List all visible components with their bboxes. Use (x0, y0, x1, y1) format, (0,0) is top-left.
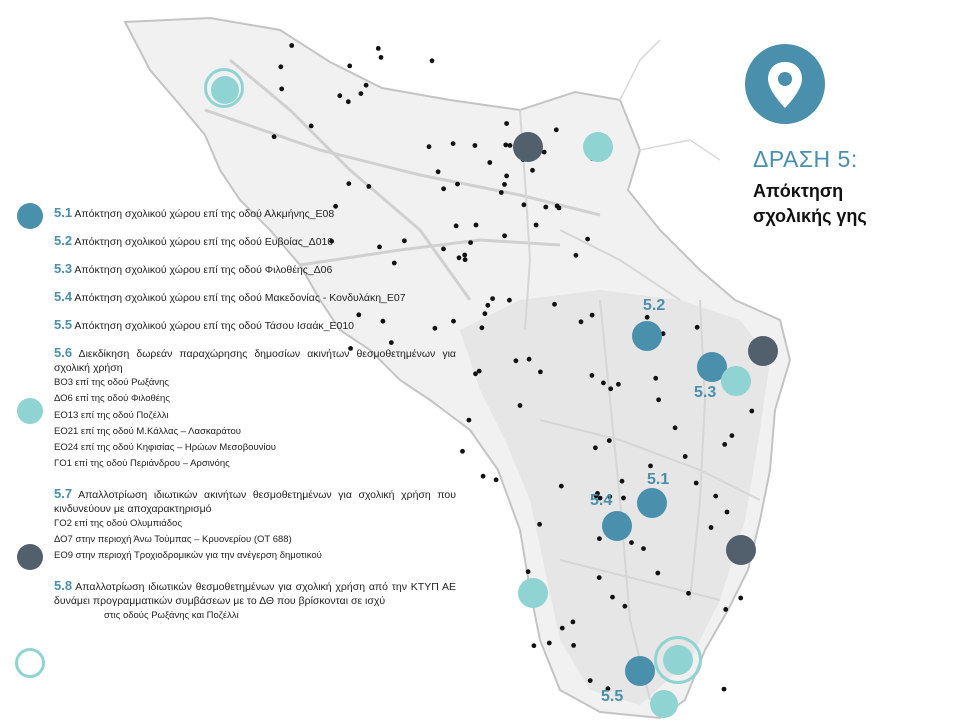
school-dot (502, 182, 507, 187)
map-pin-icon (745, 44, 825, 124)
school-dot (555, 204, 560, 209)
legend-entry-5-4: 5.4 Απόκτηση σχολικού χώρου επί της οδού Μακεδονίας - Κονδυλάκη_Ε07 (54, 289, 406, 304)
school-dot (656, 397, 661, 402)
title-block (753, 146, 953, 229)
school-dot (695, 325, 700, 330)
list-item: ΕΟ21 επί της οδού Μ.Κάλλας – Λασκαράτου (54, 425, 241, 437)
school-dot (379, 55, 384, 60)
list-item: ΓΟ1 επί της οδού Περιάνδρου – Αρσινόης (54, 458, 230, 470)
school-dot (538, 370, 543, 375)
marker-teal-south (663, 645, 693, 675)
school-dot (585, 237, 590, 242)
school-dot (683, 454, 688, 459)
school-dot (749, 409, 754, 414)
list-item: ΒΟ3 επί της οδού Ρωξάνης (54, 377, 169, 388)
marker-5-4 (602, 511, 632, 541)
legend-5-6-items (54, 375, 456, 473)
school-dot (463, 257, 468, 262)
legend-entry-5-1: 5.1 Απόκτηση σχολικού χώρου επί της οδού Αλκμήνης_Ε08 (54, 205, 335, 220)
school-dot (490, 296, 495, 301)
school-dot (607, 438, 612, 443)
school-dot (730, 433, 735, 438)
school-dot (468, 240, 473, 245)
marker-slate-southeast (726, 535, 756, 565)
school-dot (364, 83, 369, 88)
legend-entry-5-2: 5.2 Απόκτηση σχολικού χώρου επί της οδού Ευβοίας_Δ010 (54, 233, 334, 248)
school-dot (532, 643, 537, 648)
school-dot (608, 386, 613, 391)
legend-entry-5-8: 5.8 Απαλλοτρίωση ιδιωτικών θεσμοθετημένων για σχολική χρήση από την ΚΤΥΠ ΑΕ δυνάμει προγραμματικών συμβάσεων με το ΔΘ που βρίσκονται σε ισχύ στις οδούς Ρωξάνης και Ποζέλλι (54, 579, 456, 624)
school-dot (623, 604, 628, 609)
map-label-5-4: 5.4 (590, 492, 613, 509)
school-dot (574, 253, 579, 258)
school-dot (534, 223, 539, 228)
school-dot (514, 358, 519, 363)
marker-5-1 (637, 488, 667, 518)
school-dot (507, 298, 512, 303)
school-dot (502, 233, 507, 238)
map-label-5-1: 5.1 (647, 471, 670, 488)
school-dot (347, 64, 352, 69)
school-dot (376, 46, 381, 51)
school-dot (451, 141, 456, 146)
school-dot (560, 626, 565, 631)
legend (54, 206, 456, 637)
school-dot (522, 202, 527, 207)
school-dot (723, 607, 728, 612)
school-dot (590, 313, 595, 318)
school-dot (543, 205, 548, 210)
school-dot (278, 64, 283, 69)
marker-teal-5-3 (721, 366, 751, 396)
map-label-5-5: 5.5 (601, 688, 624, 705)
school-dot (686, 591, 691, 596)
school-dot (547, 641, 552, 646)
school-dot (527, 357, 532, 362)
school-dot (503, 143, 508, 148)
school-dot (462, 253, 467, 258)
list-item: ΕΟ9 στην περιοχή Τροχιοδρομικών για την ανέγερση δημοτικού (54, 550, 322, 562)
school-dot (597, 536, 602, 541)
legend-entry-5-7: 5.7 Απαλλοτρίωση ιδιωτικών ακινήτων θεσμοθετημένων για σχολική χρήση που κινδυνεύουν με αποχαρακτηρισμό ΓΟ2 επί της οδού Ολυμπιάδος ΔΟ7 στην περιοχή Άνω Τούμπας – Κρυονερίου (ΟΤ 688) ΕΟ9 στην περιοχή Τροχιοδρομικών για την ανέγερση δημοτικού (54, 487, 456, 565)
school-dot (629, 540, 634, 545)
school-dot (616, 382, 621, 387)
legend-entry-5-6: 5.6 Διεκδίκηση δωρεάν παραχώρησης δημοσίων ακινήτων θεσμοθετημένων για σχολική χρήση ΒΟ3 επί της οδού Ρωξάνης ΔΟ6 επί της οδού Φιλοθέης ΕΟ13 επί της οδού Ποζέλλι ΕΟ21 επί της οδού Μ.Κάλλας – Λασκαράτου ΕΟ24 επί της οδού Κηφισίας – Ηρώων Μεσοβουνίου ΓΟ1 επί της οδού Περιάνδρου – Αρσινόης (54, 346, 456, 473)
school-dot (621, 496, 626, 501)
school-dot (309, 124, 314, 129)
school-dot (457, 255, 462, 260)
map-label-5-3: 5.3 (694, 384, 717, 401)
school-dot (559, 484, 564, 489)
school-dot (641, 546, 646, 551)
school-dot (455, 182, 460, 187)
list-item: ΕΟ13 επί της οδού Ποζέλλι (54, 409, 169, 421)
legend-swatch-teal (17, 398, 43, 424)
school-dot (279, 87, 284, 92)
school-dot (504, 174, 509, 179)
school-dot (289, 43, 294, 48)
school-dot (485, 303, 490, 308)
legend-entry-5-3: 5.3 Απόκτηση σχολικού χώρου επί της οδού Φιλοθέης_Δ06 (54, 261, 333, 276)
legend-swatch-ring (15, 648, 45, 678)
school-dot (694, 481, 699, 486)
school-dot (427, 144, 432, 149)
school-dot (713, 494, 718, 499)
list-item: ΕΟ24 επί της οδού Κηφισίας – Ηρώων Μεσοβουνίου (54, 442, 276, 454)
school-dot (337, 93, 342, 98)
school-dot (601, 381, 606, 386)
school-dot (655, 571, 660, 576)
page-title: ΔΡΑΣΗ 5: (753, 146, 858, 172)
school-dot (610, 595, 615, 600)
school-dot (430, 58, 435, 63)
school-dot (473, 143, 478, 148)
map-label-5-2: 5.2 (643, 297, 666, 314)
school-dot (474, 223, 479, 228)
school-dot (346, 99, 351, 104)
school-dot (593, 445, 598, 450)
list-item: ΓΟ2 επί της οδού Ολυμπιάδος (54, 517, 182, 529)
school-dot (620, 479, 625, 484)
school-dot (504, 121, 509, 126)
school-dot (537, 522, 542, 527)
marker-5-5 (625, 656, 655, 686)
school-dot (645, 315, 650, 320)
school-dot (653, 376, 658, 381)
school-dot (590, 373, 595, 378)
school-dot (460, 449, 465, 454)
school-dot (554, 127, 559, 132)
school-dot (588, 678, 593, 683)
legend-entry-5-5: 5.5 Απόκτηση σχολικού χώρου επί της οδού Τάσου Ισαάκ_Ε010 (54, 317, 355, 332)
school-dot (366, 184, 371, 189)
list-item: ΔΟ6 επί της οδού Φιλοθέης (54, 393, 170, 405)
school-dot (571, 620, 576, 625)
legend-5-7-items (54, 516, 456, 565)
school-dot (552, 302, 557, 307)
school-dot (571, 643, 576, 648)
school-dot (722, 442, 727, 447)
marker-slate-north (513, 132, 543, 162)
school-dot (272, 134, 277, 139)
school-dot (494, 477, 499, 482)
school-dot (436, 169, 441, 174)
page-subtitle: Απόκτηση σχολικής γης (753, 181, 867, 226)
legend-swatch-dark-blue (17, 203, 43, 229)
school-dot (725, 510, 730, 515)
school-dot (473, 371, 478, 376)
school-dot (738, 596, 743, 601)
legend-5-8-tail: στις οδούς Ρωξάνης και Ποζέλλι (104, 609, 239, 621)
school-dot (467, 418, 472, 423)
school-dot (709, 525, 714, 530)
school-dot (518, 403, 523, 408)
marker-teal-north (583, 132, 613, 162)
school-dot (481, 474, 486, 479)
school-dot (722, 687, 727, 692)
school-dot (579, 319, 584, 324)
marker-5-2 (632, 321, 662, 351)
marker-slate-east (748, 336, 778, 366)
school-dot (673, 425, 678, 430)
school-dot (346, 181, 351, 186)
school-dot (483, 311, 488, 316)
school-dot (508, 143, 513, 148)
marker-teal-southwest (518, 578, 548, 608)
school-dot (441, 186, 446, 191)
marker-teal-northwest (211, 76, 239, 104)
school-dot (526, 569, 531, 574)
school-dot (648, 464, 653, 469)
school-dot (480, 325, 485, 330)
school-dot (359, 91, 364, 96)
list-item: ΔΟ7 στην περιοχή Άνω Τούμπας – Κρυονερίου (ΟΤ 688) (54, 534, 292, 546)
school-dot (499, 190, 504, 195)
school-dot (597, 575, 602, 580)
school-dot (487, 160, 492, 165)
marker-teal-bottom (650, 690, 678, 718)
legend-swatch-slate (17, 544, 43, 570)
school-dot (530, 168, 535, 173)
